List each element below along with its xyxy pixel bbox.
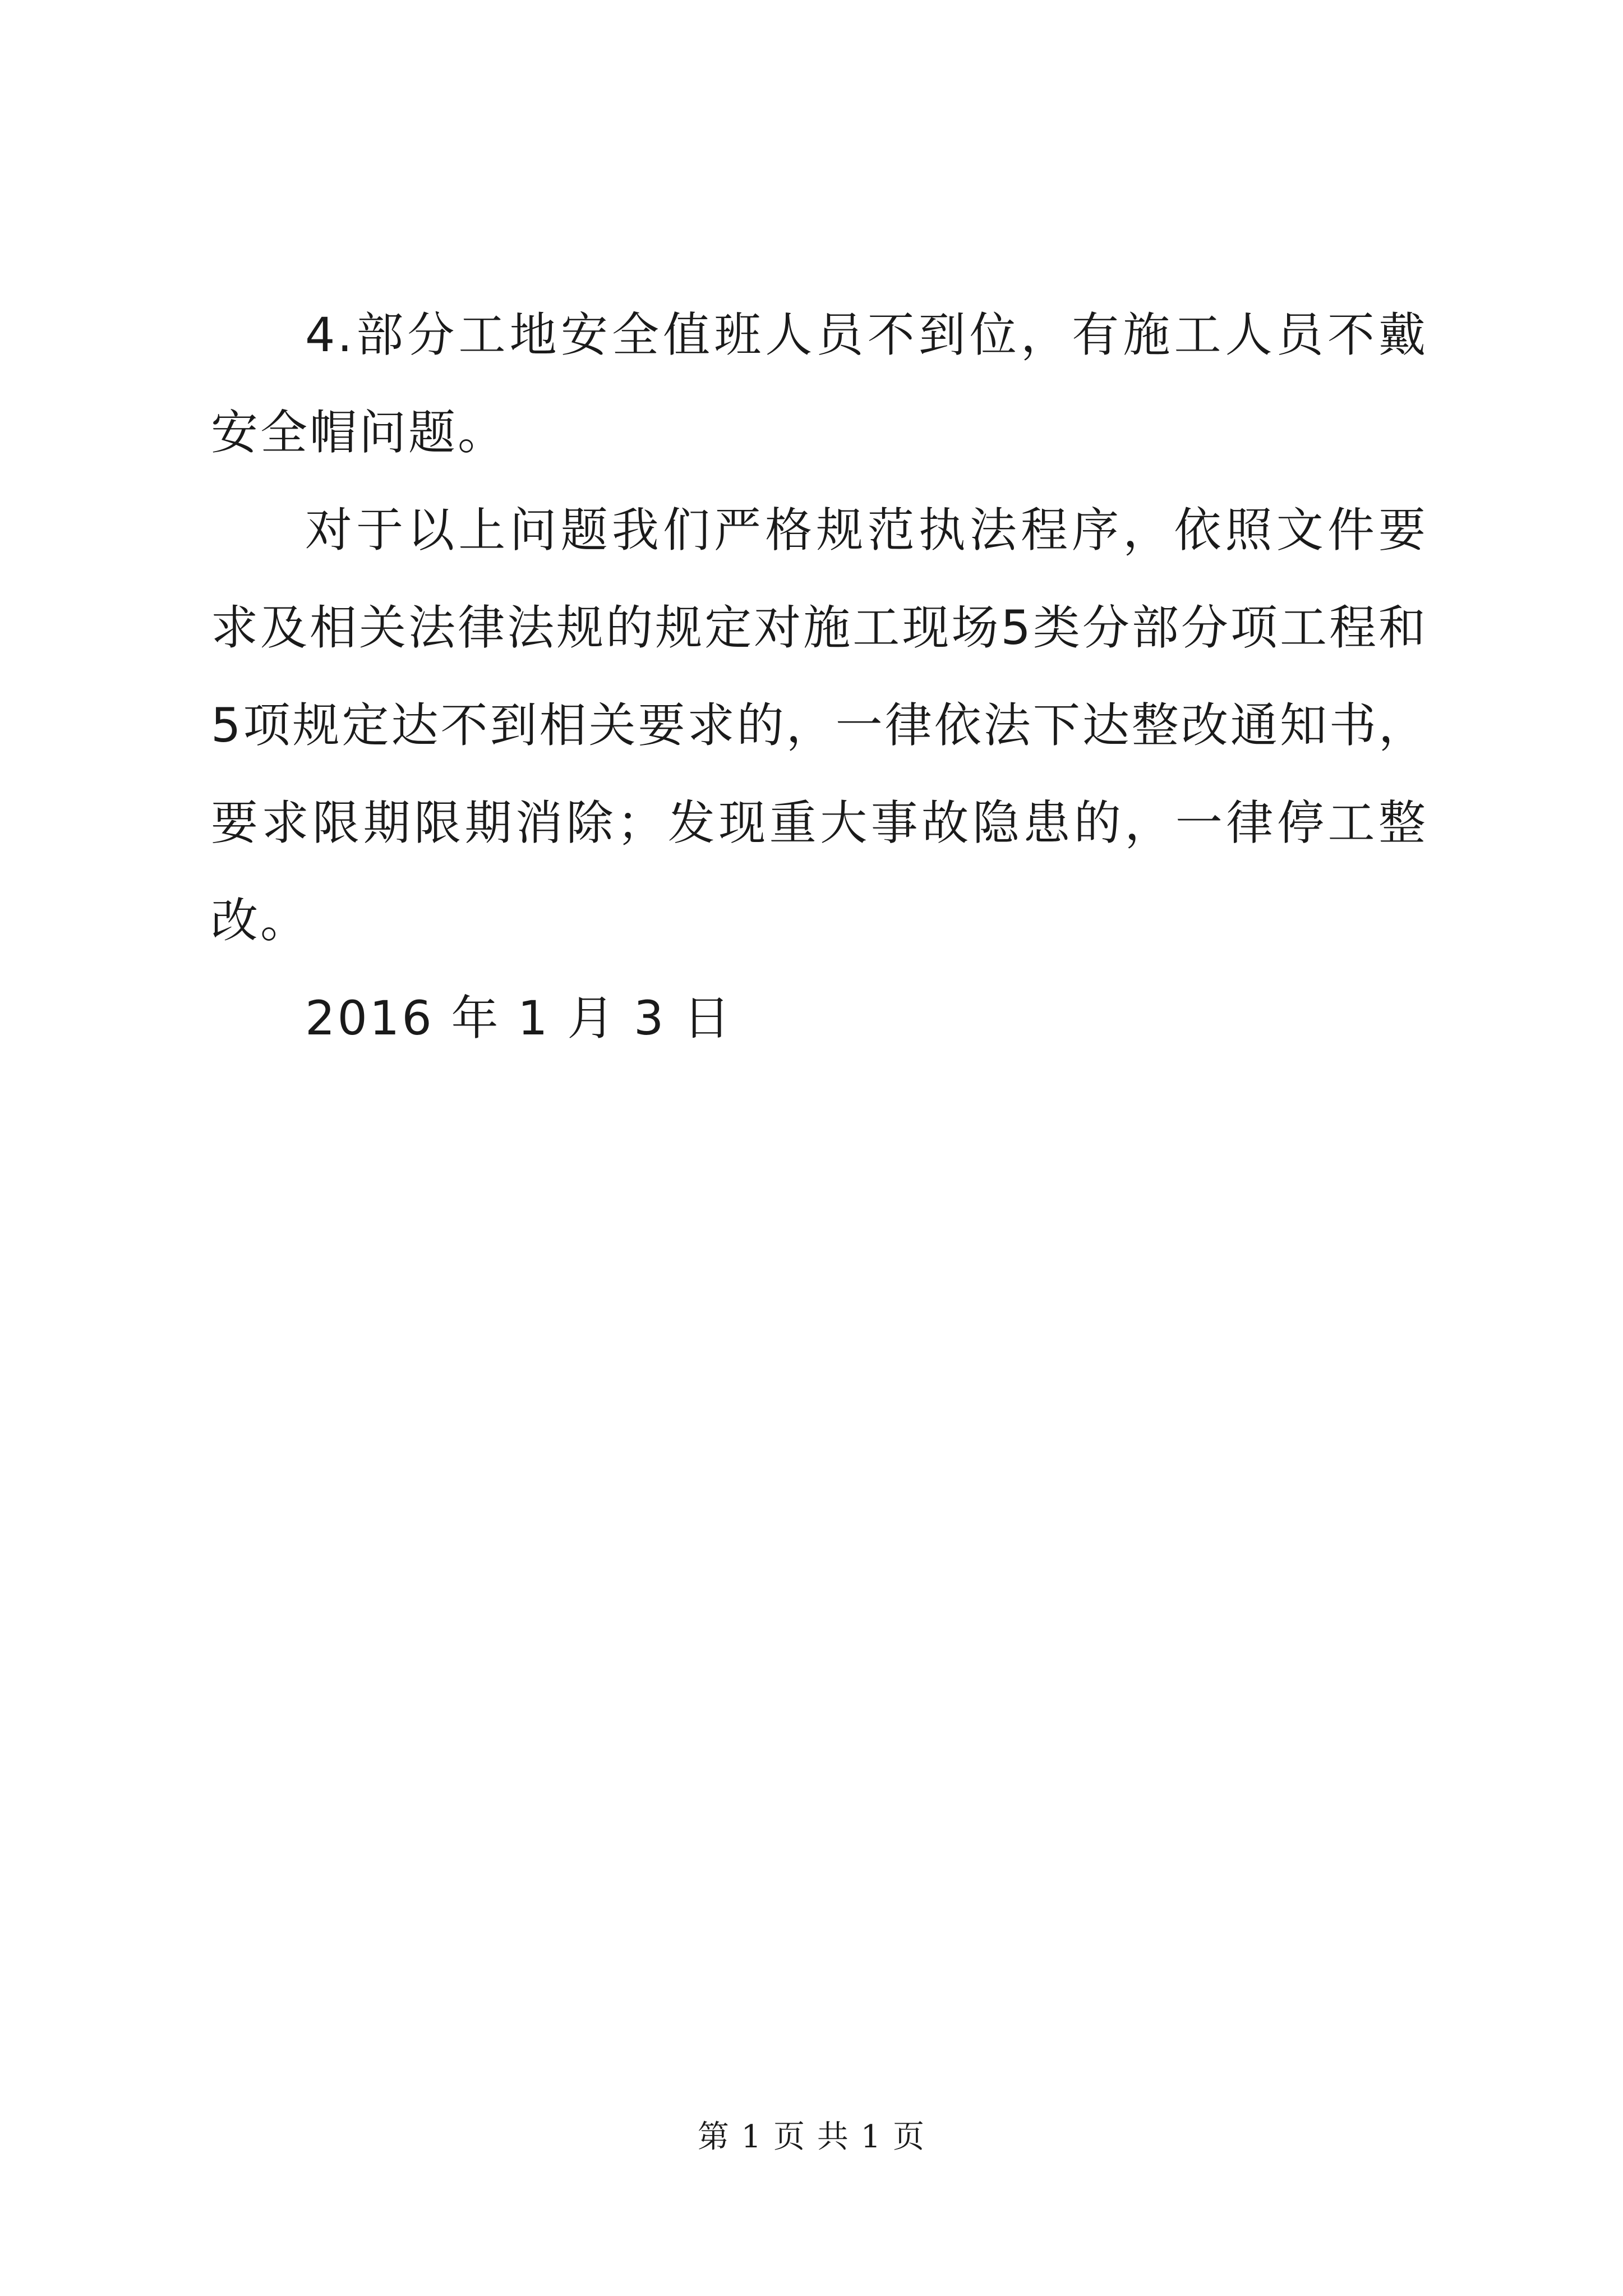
document-body (211, 286, 1428, 1067)
paragraph-issue-4: 4.部分工地安全值班人员不到位，有施工人员不戴安全帽问题。 (211, 307, 1428, 460)
page-footer: 第 1 页 共 1 页 (697, 2119, 926, 2155)
document-date: 2016 年 1 月 3 日 (305, 991, 733, 1046)
paragraph-measures: 对于以上问题我们严格规范执法程序，依照文件要求及相关法律法规的规定对施工现场5类分部分项工程和5项规定达不到相关要求的，一律依法下达整改通知书，要求限期限期消除；发现重大事故隐患的，一律停工整改。 (211, 503, 1428, 948)
